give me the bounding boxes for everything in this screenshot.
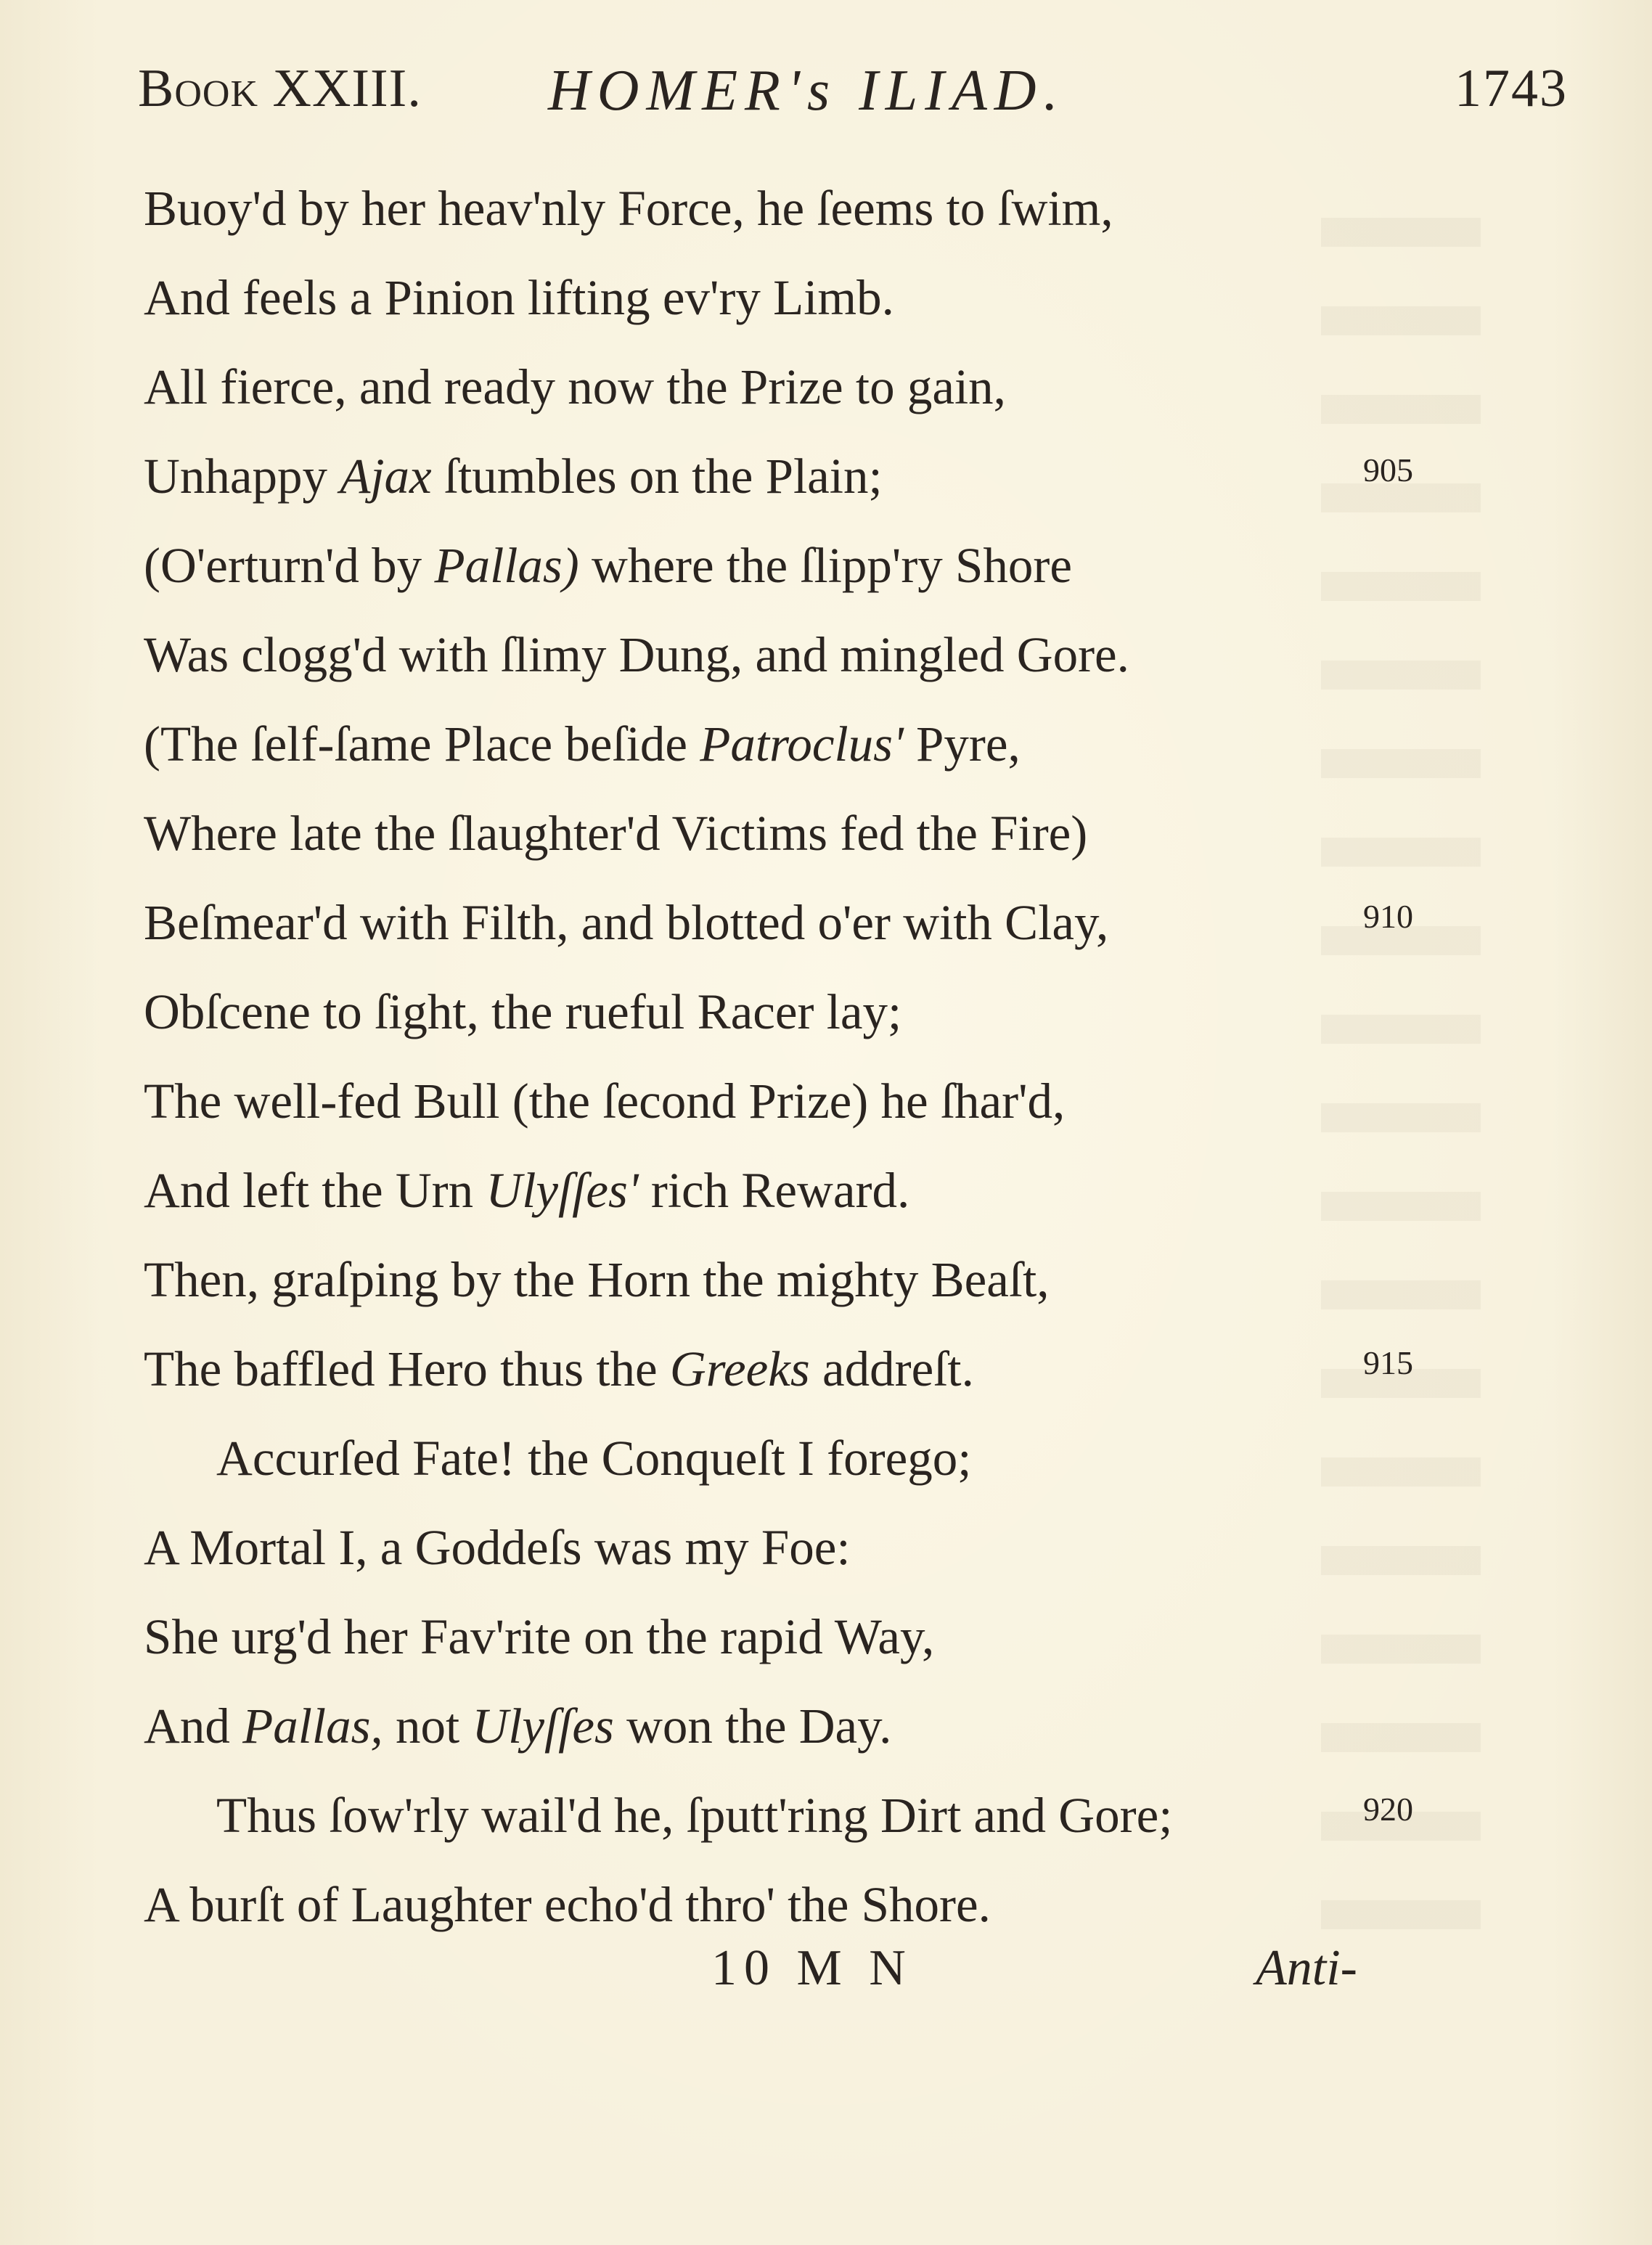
verse-text	[144, 436, 883, 516]
verse-text	[144, 615, 1129, 695]
verse-text	[144, 1240, 1050, 1320]
verse-segment: Was clogg'd with ſlimy Dung, and mingled Gore.	[144, 627, 1129, 682]
italic-name: Ulyſſes'	[486, 1163, 639, 1218]
verse-segment: (O'erturn'd by	[144, 538, 435, 593]
verse-segment: And feels a Pinion lifting ev'ry Limb.	[144, 270, 894, 325]
verse-segment: rich Reward.	[638, 1163, 910, 1218]
verse-text	[144, 526, 1072, 605]
verse-text	[216, 1418, 971, 1498]
verse-segment: Unhappy	[144, 449, 340, 504]
verse-text	[144, 1686, 891, 1766]
verse-line	[144, 1329, 974, 1409]
verse-text	[144, 1150, 909, 1230]
italic-name: Pallas,	[242, 1698, 383, 1754]
verse-line	[144, 704, 1021, 784]
verse-line	[144, 883, 1108, 962]
verse-text	[144, 1061, 1065, 1141]
verse-line	[144, 436, 883, 516]
verse-segment: won the Day.	[613, 1698, 892, 1754]
verse-line	[144, 258, 894, 338]
verse-segment: Where late the ſlaughter'd Victims fed the Fire)	[144, 806, 1088, 861]
verse-text	[144, 347, 1006, 427]
verse-segment: And left the Urn	[144, 1163, 486, 1218]
book-prefix: Book	[138, 59, 259, 118]
verse-text	[144, 704, 1021, 784]
italic-name: Greeks	[669, 1341, 810, 1397]
verse-text	[144, 883, 1108, 962]
page-number: 1743	[1455, 59, 1568, 118]
line-number: 910	[1363, 898, 1413, 935]
verse-segment: Thus ſow'rly wail'd he, ſputt'ring Dirt and Gore;	[216, 1788, 1173, 1843]
verse-segment: addreſt.	[809, 1341, 974, 1397]
verse-line	[216, 1418, 971, 1498]
verse-segment: ſtumbles on the Plain;	[431, 449, 883, 504]
verse-line	[144, 1061, 1065, 1141]
verse-line	[216, 1775, 1172, 1855]
page-footer	[0, 1939, 1652, 2019]
verse-line	[144, 1686, 891, 1766]
verse-text	[216, 1775, 1172, 1855]
verse-text	[144, 168, 1113, 248]
verse-text	[144, 1597, 934, 1677]
verse-text	[144, 1329, 974, 1409]
italic-name: Pallas)	[434, 538, 579, 593]
verse-line	[144, 168, 1113, 248]
verse-line	[144, 1150, 909, 1230]
verse-text	[144, 258, 894, 338]
verse-segment: Buoy'd by her heav'nly Force, he ſeems to ſwim,	[144, 181, 1113, 236]
line-number: 905	[1363, 451, 1413, 488]
verse-text	[144, 793, 1087, 873]
line-number: 915	[1363, 1344, 1413, 1381]
verse-line	[144, 1865, 991, 1945]
verse-segment: The well-fed Bull (the ſecond Prize) he ſhar'd,	[144, 1074, 1066, 1129]
verse-segment: Pyre,	[903, 716, 1021, 772]
catchword: Anti-	[1256, 1940, 1357, 1996]
verse-segment: She urg'd her Fav'rite on the rapid Way,	[144, 1609, 935, 1664]
verse-segment: Obſcene to ſight, the rueful Racer lay;	[144, 984, 902, 1039]
verse-segment: All fierce, and ready now the Prize to gain,	[144, 359, 1006, 414]
italic-name: Patroclus'	[700, 716, 904, 772]
signature-mark: 10 M N	[711, 1940, 913, 1996]
verse-segment: (The ſelf-ſame Place beſide	[144, 716, 700, 772]
line-number: 920	[1363, 1791, 1413, 1828]
verse-segment: A Mortal I, a Goddeſs was my Foe:	[144, 1520, 851, 1575]
verse-line	[144, 972, 901, 1052]
running-title: HOMER's ILIAD.	[548, 59, 1066, 123]
verse-text	[144, 1508, 851, 1587]
verse-segment: The baffled Hero thus the	[144, 1341, 670, 1397]
book-number: XXIII.	[272, 59, 422, 118]
verse-segment: Beſmear'd with Filth, and blotted o'er with Clay,	[144, 895, 1109, 950]
verse-segment: A burſt of Laughter echo'd thro' the Shore.	[144, 1877, 991, 1932]
verse-line	[144, 1240, 1050, 1320]
verse-line	[144, 793, 1087, 873]
verse-line	[144, 526, 1072, 605]
verse-line	[144, 347, 1006, 427]
verse-text	[144, 972, 901, 1052]
verse-segment: where the ſlipp'ry Shore	[578, 538, 1073, 593]
italic-name: Ulyſſes	[472, 1698, 614, 1754]
verse-line	[144, 1597, 934, 1677]
verse-segment: Then, graſping by the Horn the mighty Beaſt,	[144, 1252, 1050, 1307]
book-label	[138, 58, 422, 120]
verse-text	[144, 1865, 991, 1945]
verse-line	[144, 1508, 851, 1587]
verse-segment: And	[144, 1698, 243, 1754]
italic-name: Ajax	[340, 449, 432, 504]
verse-segment: not	[383, 1698, 473, 1754]
verse-segment: Accurſed Fate! the Conqueſt I forego;	[216, 1431, 972, 1486]
running-header	[138, 58, 1568, 138]
verse-line	[144, 615, 1129, 695]
